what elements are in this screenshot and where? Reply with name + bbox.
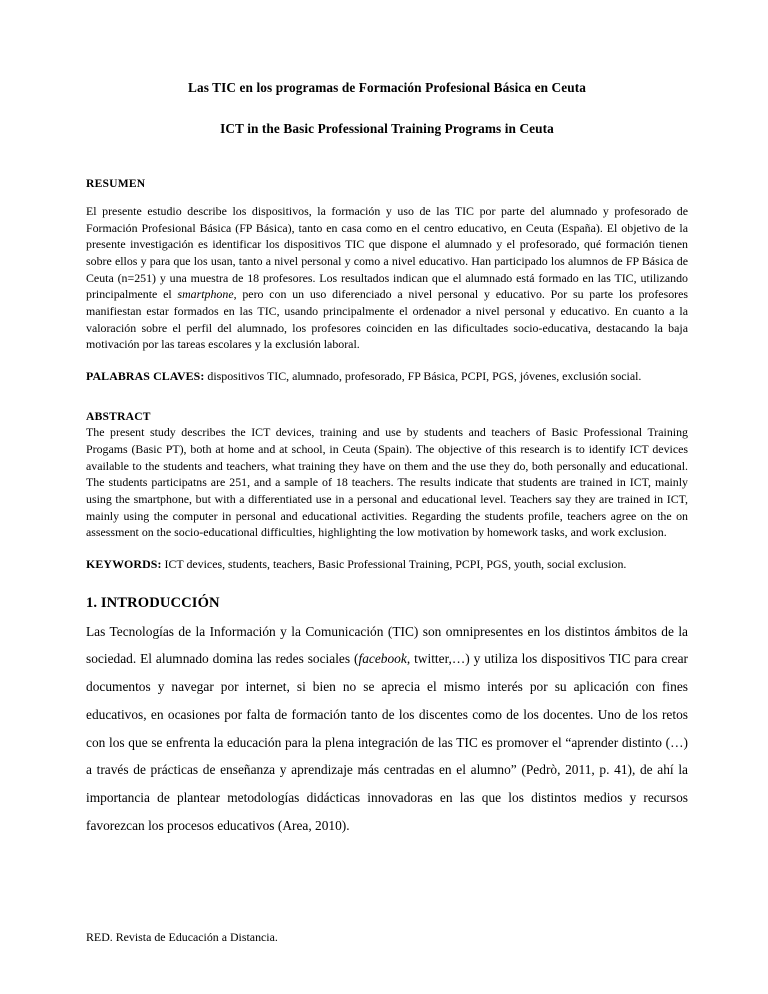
resumen-text-part2: , pero con un uso diferenciado a nivel personal y educativo. Por su parte los profesores manifiestan estar formados en las TIC, usando principalmente el ordenador a nivel personal y educativo. En cuanto a la valoración sobre el perfil del alumnado, los profesores coinciden en las dificultades socio-educativa, destacando la baja motivación por las tareas escolares y la exclusión laboral.: [86, 287, 689, 352]
introduction-paragraph: [86, 618, 688, 840]
resumen-text-part1: El presente estudio describe los dispositivos, la formación y uso de las TIC por parte del alumnado y profesorado de Formación Profesional Básica (FP Básica), tanto en casa como en el centro educativo, en Ceuta (España). El objetivo de la presente investigación es identificar los dispositivos TIC que dispone el alumnado y el profesorado, qué formación tienen sobre ellos y para que los usan, tanto a nivel personal y como a nivel educativo. Han participado los alumnos de FP Básica de Ceuta (n=251) y una muestra de 18 profesores. Los resultados indican que el alumnado está formado en las TIC, utilizando principalmente el: [86, 203, 688, 302]
document-title-english: ICT in the Basic Professional Training Programs in Ceuta: [220, 120, 554, 136]
keywords-values: ICT devices, students, teachers, Basic Professional Training, PCPI, PGS, youth, social exclusion.: [161, 557, 627, 572]
palabras-claves-label: PALABRAS CLAVES:: [86, 368, 205, 383]
document-content: [86, 0, 688, 840]
introduction-heading: 1. INTRODUCCIÓN: [86, 594, 220, 611]
document-title-spanish: Las TIC en los programas de Formación Profesional Básica en Ceuta: [187, 80, 587, 95]
introduction-text-part1: Las Tecnologías de la Información y la Comunicación (TIC) son omnipresentes en los distintos ámbitos de la sociedad. El alumnado domina las redes sociales (: [86, 623, 688, 667]
abstract-heading: ABSTRACT: [86, 410, 151, 424]
palabras-claves-values: dispositivos TIC, alumnado, profesorado, FP Básica, PCPI, PGS, jóvenes, exclusión social.: [204, 368, 642, 383]
resumen-paragraph: [86, 203, 688, 353]
title-block: [86, 80, 688, 137]
palabras-claves-block: [86, 368, 688, 385]
resumen-heading: RESUMEN: [86, 176, 146, 190]
resumen-emphasis-smartphone: smartphone: [177, 287, 234, 302]
introduction-text-part2: , twitter,…) y utiliza los dispositivos TIC para crear documentos y navegar por internet, si bien no se aprecia el mismo interés por su aplicación con fines educativos, en ocasiones por falta de formación tanto de los discentes como de los docentes. Uno de los retos con los que se enfrenta la educación para la plena integración de las TIC es promover el “aprender distinto (…) a través de prácticas de enseñanza y aprendizaje más centradas en el alumno” (Pedrò, 2011, p. 41), de ahí la importancia de plantear metodologías didácticas innovadoras en las que los distintos medios y recursos favorezcan los procesos educativos (Area, 2010).: [86, 651, 689, 833]
abstract-paragraph: The present study describes the ICT devices, training and use by students and teachers of Basic Professional Training Progams (Basic PT), both at home and at school, in Ceuta (Spain). The objective of this research is to identify ICT devices available to the students and teachers, what training they have on them and the use they do, both personally and educational. The students participatns are 251, and a sample of 18 teachers. The results indicate that students are trained in ICT, mainly using the smartphone, but with a differentiated use in a personal and educational level. Teachers say they are trained in ICT, mainly using the computer in personal and educational activities. Regarding the students profile, teachers agree on the on assessment on the socio-educational difficulties, highlighting the low motivation by homework tasks, and work exclusion.: [86, 425, 688, 540]
introduction-emphasis-facebook: facebook: [358, 651, 407, 667]
page-footer: RED. Revista de Educación a Distancia.: [86, 930, 278, 944]
keywords-label: KEYWORDS:: [86, 557, 162, 572]
keywords-block: [86, 556, 688, 573]
